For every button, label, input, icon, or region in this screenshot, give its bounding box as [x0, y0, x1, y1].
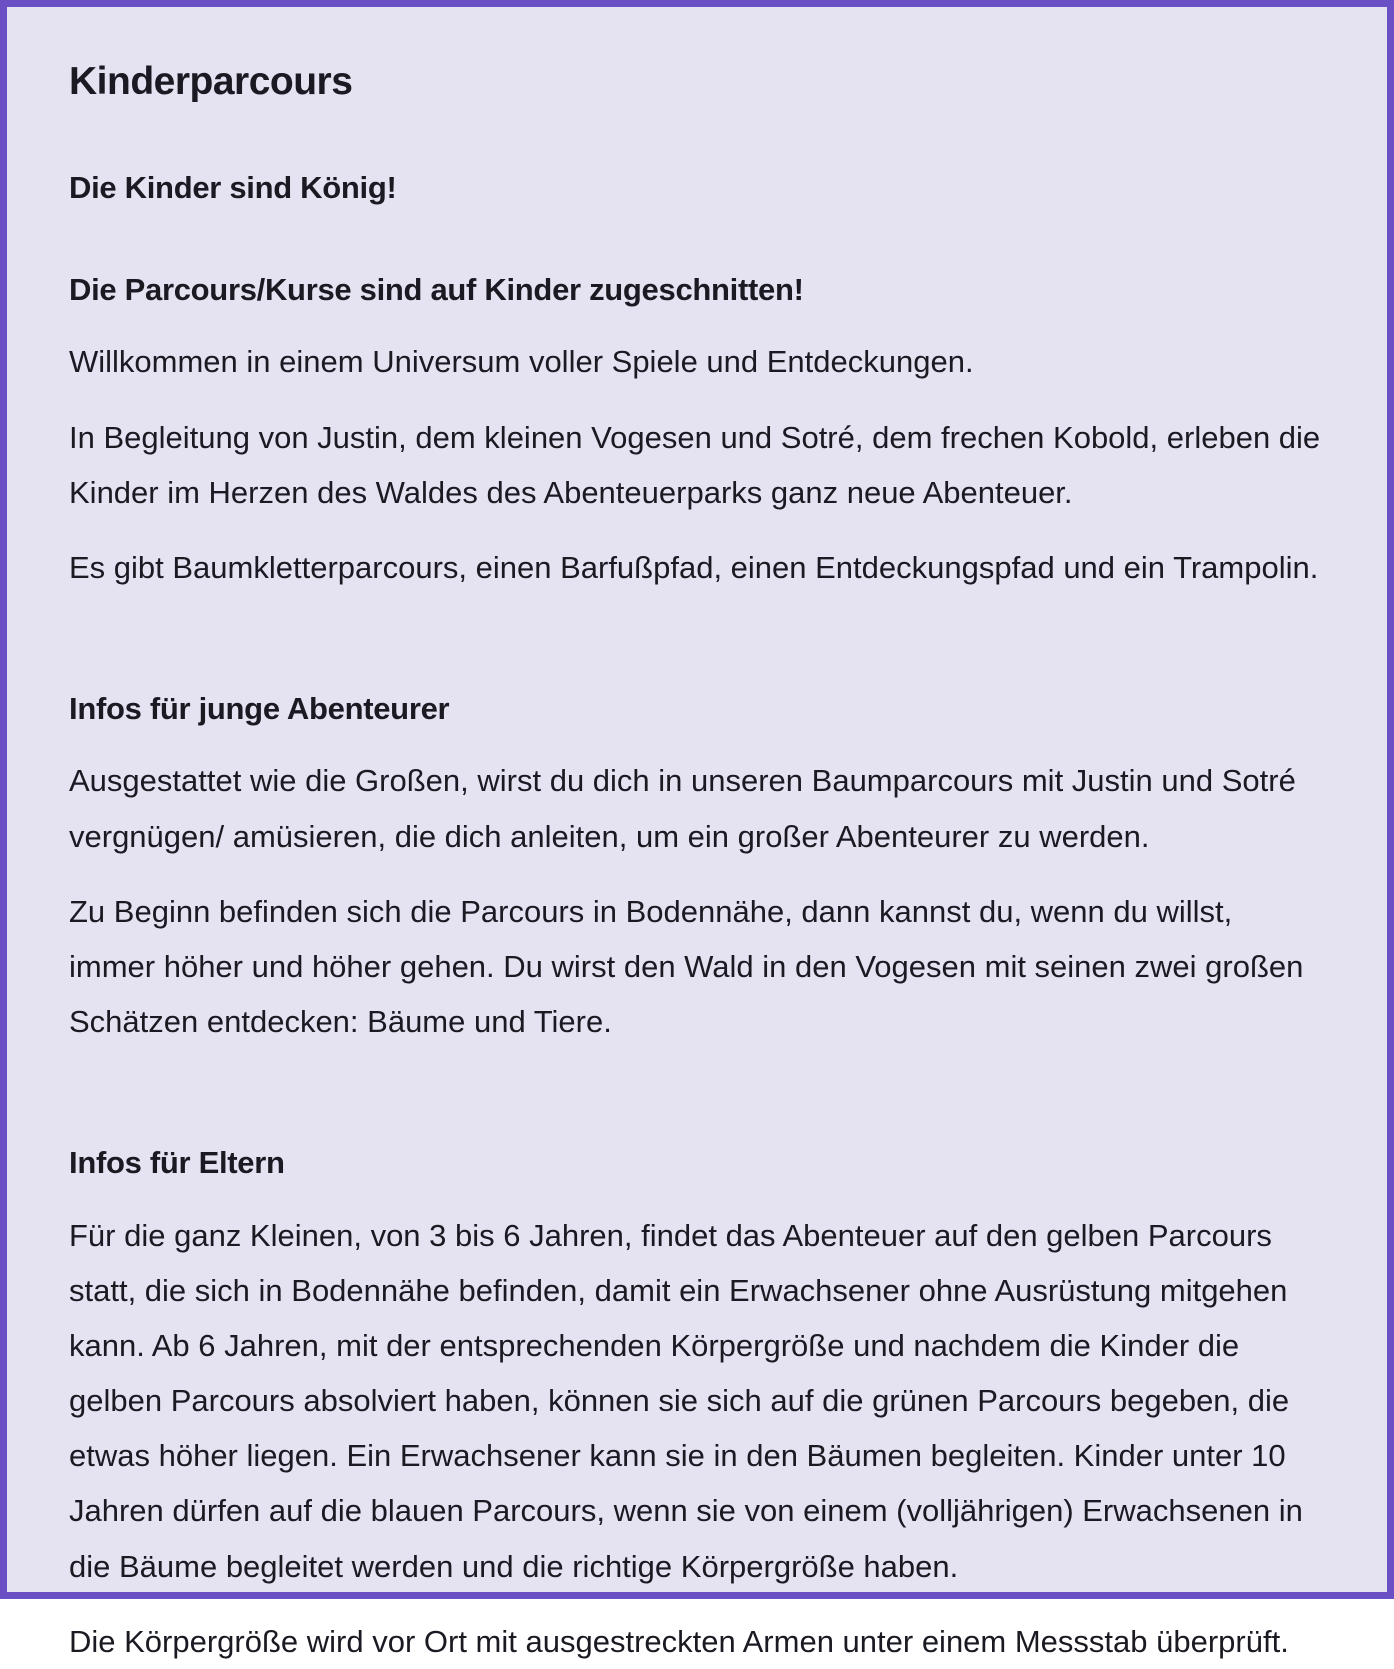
paragraph-altersregeln: Für die ganz Kleinen, von 3 bis 6 Jahren, findet das Abenteuer auf den gelben Parcours statt, die sich in Bodennähe befinden, damit ein Erwachsener ohne Ausrüstung mitgehen kann. Ab 6 Jahren, mit der entsprechenden Körpergröße und nachdem die Kinder die gelben Parcours absolviert haben, können sie sich auf die grünen Parcours begeben, die etwas höher liegen. Ein Erwachsener kann sie in den Bäumen begleiten. Kinder unter 10 Jahren dürfen auf die blauen Parcours, wenn sie von einem (volljährigen) Erwachsenen in die Bäume begleitet werden und die richtige Körpergröße haben.: [69, 1217, 1303, 1584]
paragraph-willkommen: Willkommen in einem Universum voller Spiele und Entdeckungen.: [69, 344, 974, 380]
paragraph-ausgestattet: Ausgestattet wie die Großen, wirst du dich in unseren Baumparcours mit Justin und Sotré vergnügen/ amüsieren, die dich anleiten, um ein großer Abenteurer zu werden.: [69, 763, 1296, 854]
section-junge-abenteurer: [69, 689, 1325, 1049]
section-eltern: [69, 1143, 1325, 1669]
paragraph-koerpergroesse: Die Körpergröße wird vor Ort mit ausgestreckten Armen unter einem Messstab überprüft.: [69, 1623, 1289, 1659]
paragraph-angebot: Es gibt Baumkletterparcours, einen Barfußpfad, einen Entdeckungspfad und ein Trampolin.: [69, 549, 1319, 585]
section-heading-junge-abenteurer: Infos für junge Abenteurer: [69, 691, 450, 727]
page-title: Kinderparcours: [69, 60, 353, 103]
section-kinder-koenig: [69, 168, 1325, 208]
paragraph-begleitung: In Begleitung von Justin, dem kleinen Vogesen und Sotré, dem frechen Kobold, erleben die Kinder im Herzen des Waldes des Abenteuerparks ganz neue Abenteuer.: [69, 419, 1321, 510]
section-heading-parcours-kurse: Die Parcours/Kurse sind auf Kinder zugeschnitten!: [69, 272, 804, 308]
section-heading-eltern: Infos für Eltern: [69, 1145, 285, 1181]
section-heading-kinder-koenig: Die Kinder sind König!: [69, 169, 397, 205]
section-parcours-kurse: [69, 270, 1325, 595]
paragraph-zu-beginn: Zu Beginn befinden sich die Parcours in Bodennähe, dann kannst du, wenn du willst, immer höher und höher gehen. Du wirst den Wald in den Vogesen mit seinen zwei großen Schätzen entdecken: Bäume und Tiere.: [69, 893, 1304, 1040]
